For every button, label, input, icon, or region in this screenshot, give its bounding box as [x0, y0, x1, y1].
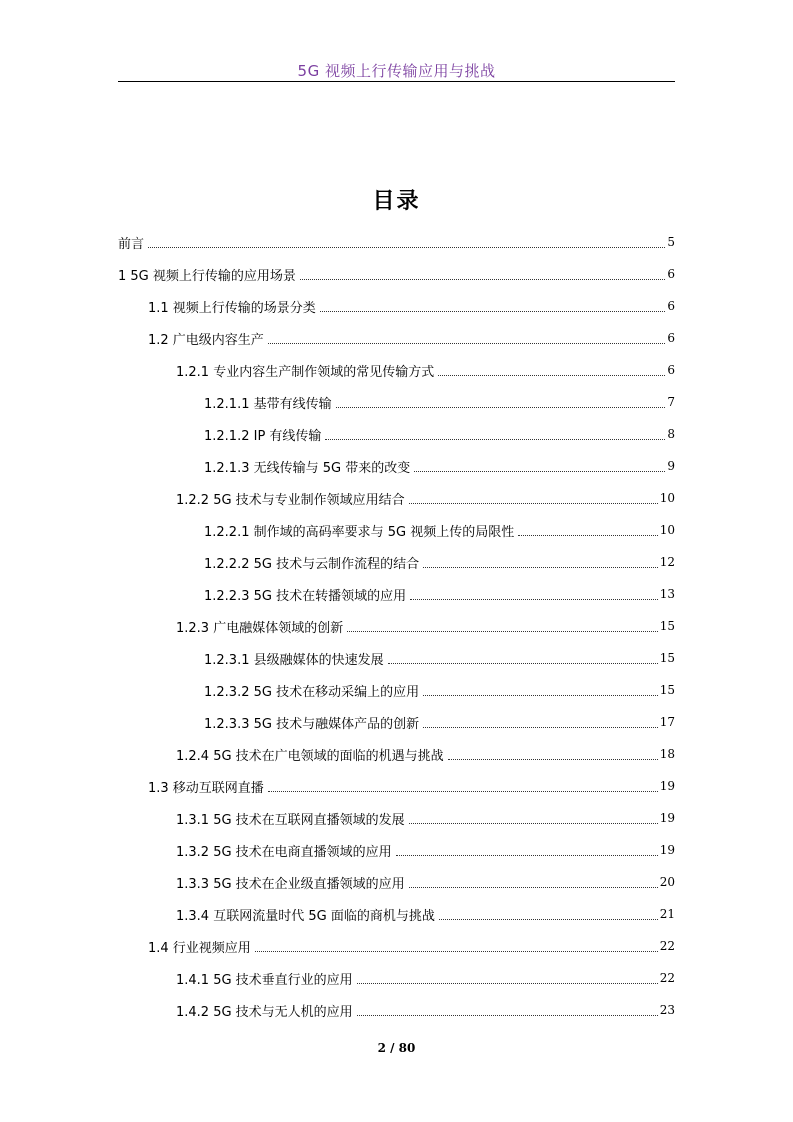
toc-entry-page-number: 22 — [659, 971, 675, 985]
toc-entry[interactable] — [118, 738, 675, 770]
table-of-contents — [118, 226, 675, 1026]
toc-entry[interactable] — [118, 514, 675, 546]
toc-dot-leader — [410, 599, 658, 600]
toc-entry-page-number: 6 — [667, 299, 675, 313]
toc-entry-page-number: 10 — [659, 491, 675, 505]
toc-entry-page-number: 13 — [659, 587, 675, 601]
toc-dot-leader — [325, 439, 665, 440]
toc-entry[interactable] — [118, 546, 675, 578]
toc-entry-page-number: 6 — [667, 363, 675, 377]
toc-entry-label: 1.2.3.1 县级融媒体的快速发展 — [204, 652, 384, 668]
toc-entry[interactable] — [118, 482, 675, 514]
toc-dot-leader — [148, 247, 665, 248]
toc-dot-leader — [409, 887, 658, 888]
toc-entry[interactable] — [118, 898, 675, 930]
toc-entry-page-number: 6 — [667, 267, 675, 281]
toc-entry-page-number: 21 — [659, 907, 675, 921]
toc-entry[interactable] — [118, 706, 675, 738]
toc-entry-label: 1.3.1 5G 技术在互联网直播领域的发展 — [176, 812, 405, 828]
toc-entry-label: 1.2.1 专业内容生产制作领域的常见传输方式 — [176, 364, 435, 380]
toc-dot-leader — [268, 791, 658, 792]
toc-entry-label: 1.4.2 5G 技术与无人机的应用 — [176, 1004, 353, 1020]
toc-dot-leader — [336, 407, 666, 408]
toc-entry-label: 1.2.3 广电融媒体领域的创新 — [176, 620, 344, 636]
toc-entry-label: 1.2.1.2 IP 有线传输 — [204, 428, 322, 444]
toc-entry-page-number: 15 — [659, 619, 675, 633]
toc-entry[interactable] — [118, 770, 675, 802]
toc-dot-leader — [423, 567, 658, 568]
toc-dot-leader — [300, 279, 665, 280]
toc-entry-page-number: 10 — [659, 523, 675, 537]
toc-entry-label: 1.2.2.3 5G 技术在转播领域的应用 — [204, 588, 407, 604]
toc-dot-leader — [423, 727, 658, 728]
toc-dot-leader — [255, 951, 658, 952]
header-divider — [118, 81, 675, 82]
toc-entry-label: 1.2.1.3 无线传输与 5G 带来的改变 — [204, 460, 411, 476]
toc-entry[interactable] — [118, 642, 675, 674]
toc-dot-leader — [409, 503, 658, 504]
toc-entry[interactable] — [118, 834, 675, 866]
toc-entry-page-number: 9 — [667, 459, 675, 473]
toc-entry-label: 前言 — [118, 236, 145, 252]
toc-entry-label: 1.4 行业视频应用 — [148, 940, 251, 956]
toc-dot-leader — [320, 311, 666, 312]
toc-entry-page-number: 6 — [667, 331, 675, 345]
toc-entry-label: 1.2.3.2 5G 技术在移动采编上的应用 — [204, 684, 420, 700]
toc-entry-label: 1.2.2 5G 技术与专业制作领域应用结合 — [176, 492, 405, 508]
toc-entry[interactable] — [118, 322, 675, 354]
toc-entry-page-number: 19 — [659, 811, 675, 825]
toc-dot-leader — [409, 823, 658, 824]
toc-entry-label: 1.4.1 5G 技术垂直行业的应用 — [176, 972, 353, 988]
toc-entry[interactable] — [118, 866, 675, 898]
toc-heading: 目录 — [372, 189, 421, 214]
toc-entry[interactable] — [118, 450, 675, 482]
toc-dot-leader — [396, 855, 658, 856]
toc-entry[interactable] — [118, 226, 675, 258]
toc-entry-page-number: 19 — [659, 843, 675, 857]
toc-dot-leader — [518, 535, 657, 536]
toc-dot-leader — [268, 343, 666, 344]
toc-entry-page-number: 5 — [667, 235, 675, 249]
toc-dot-leader — [448, 759, 658, 760]
toc-entry[interactable] — [118, 578, 675, 610]
toc-entry-page-number: 23 — [659, 1003, 675, 1017]
toc-dot-leader — [423, 695, 658, 696]
toc-entry-label: 1.2.2.2 5G 技术与云制作流程的结合 — [204, 556, 420, 572]
toc-entry-page-number: 20 — [659, 875, 675, 889]
toc-entry[interactable] — [118, 994, 675, 1026]
toc-entry-label: 1.3.3 5G 技术在企业级直播领域的应用 — [176, 876, 405, 892]
toc-entry[interactable] — [118, 674, 675, 706]
toc-entry-label: 1.2.4 5G 技术在广电领域的面临的机遇与挑战 — [176, 748, 444, 764]
toc-entry[interactable] — [118, 418, 675, 450]
toc-entry-page-number: 18 — [659, 747, 675, 761]
toc-dot-leader — [357, 1015, 658, 1016]
toc-entry-page-number: 8 — [667, 427, 675, 441]
toc-entry[interactable] — [118, 802, 675, 834]
toc-dot-leader — [438, 375, 665, 376]
toc-entry-page-number: 22 — [659, 939, 675, 953]
toc-entry-label: 1.2 广电级内容生产 — [148, 332, 264, 348]
toc-entry[interactable] — [118, 610, 675, 642]
toc-entry[interactable] — [118, 962, 675, 994]
toc-entry[interactable] — [118, 290, 675, 322]
toc-dot-leader — [357, 983, 658, 984]
toc-entry-label: 1.2.3.3 5G 技术与融媒体产品的创新 — [204, 716, 420, 732]
toc-entry-label: 1 5G 视频上行传输的应用场景 — [118, 268, 296, 284]
running-header-title: 5G 视频上行传输应用与挑战 — [297, 62, 496, 80]
toc-entry-label: 1.2.2.1 制作域的高码率要求与 5G 视频上传的局限性 — [204, 524, 515, 540]
toc-dot-leader — [439, 919, 658, 920]
toc-entry-page-number: 15 — [659, 651, 675, 665]
toc-dot-leader — [414, 471, 665, 472]
toc-entry-label: 1.1 视频上行传输的场景分类 — [148, 300, 316, 316]
toc-entry-page-number: 12 — [659, 555, 675, 569]
toc-entry[interactable] — [118, 930, 675, 962]
page-number: 2 / 80 — [377, 1041, 416, 1055]
toc-entry-label: 1.2.1.1 基带有线传输 — [204, 396, 332, 412]
toc-entry-label: 1.3.2 5G 技术在电商直播领域的应用 — [176, 844, 392, 860]
toc-entry-page-number: 17 — [659, 715, 675, 729]
toc-entry[interactable] — [118, 386, 675, 418]
toc-dot-leader — [347, 631, 658, 632]
toc-dot-leader — [388, 663, 658, 664]
toc-entry[interactable] — [118, 258, 675, 290]
toc-entry-label: 1.3.4 互联网流量时代 5G 面临的商机与挑战 — [176, 908, 435, 924]
toc-entry-page-number: 19 — [659, 779, 675, 793]
toc-entry-page-number: 7 — [667, 395, 675, 409]
toc-entry-label: 1.3 移动互联网直播 — [148, 780, 264, 796]
toc-entry-page-number: 15 — [659, 683, 675, 697]
toc-entry[interactable] — [118, 354, 675, 386]
